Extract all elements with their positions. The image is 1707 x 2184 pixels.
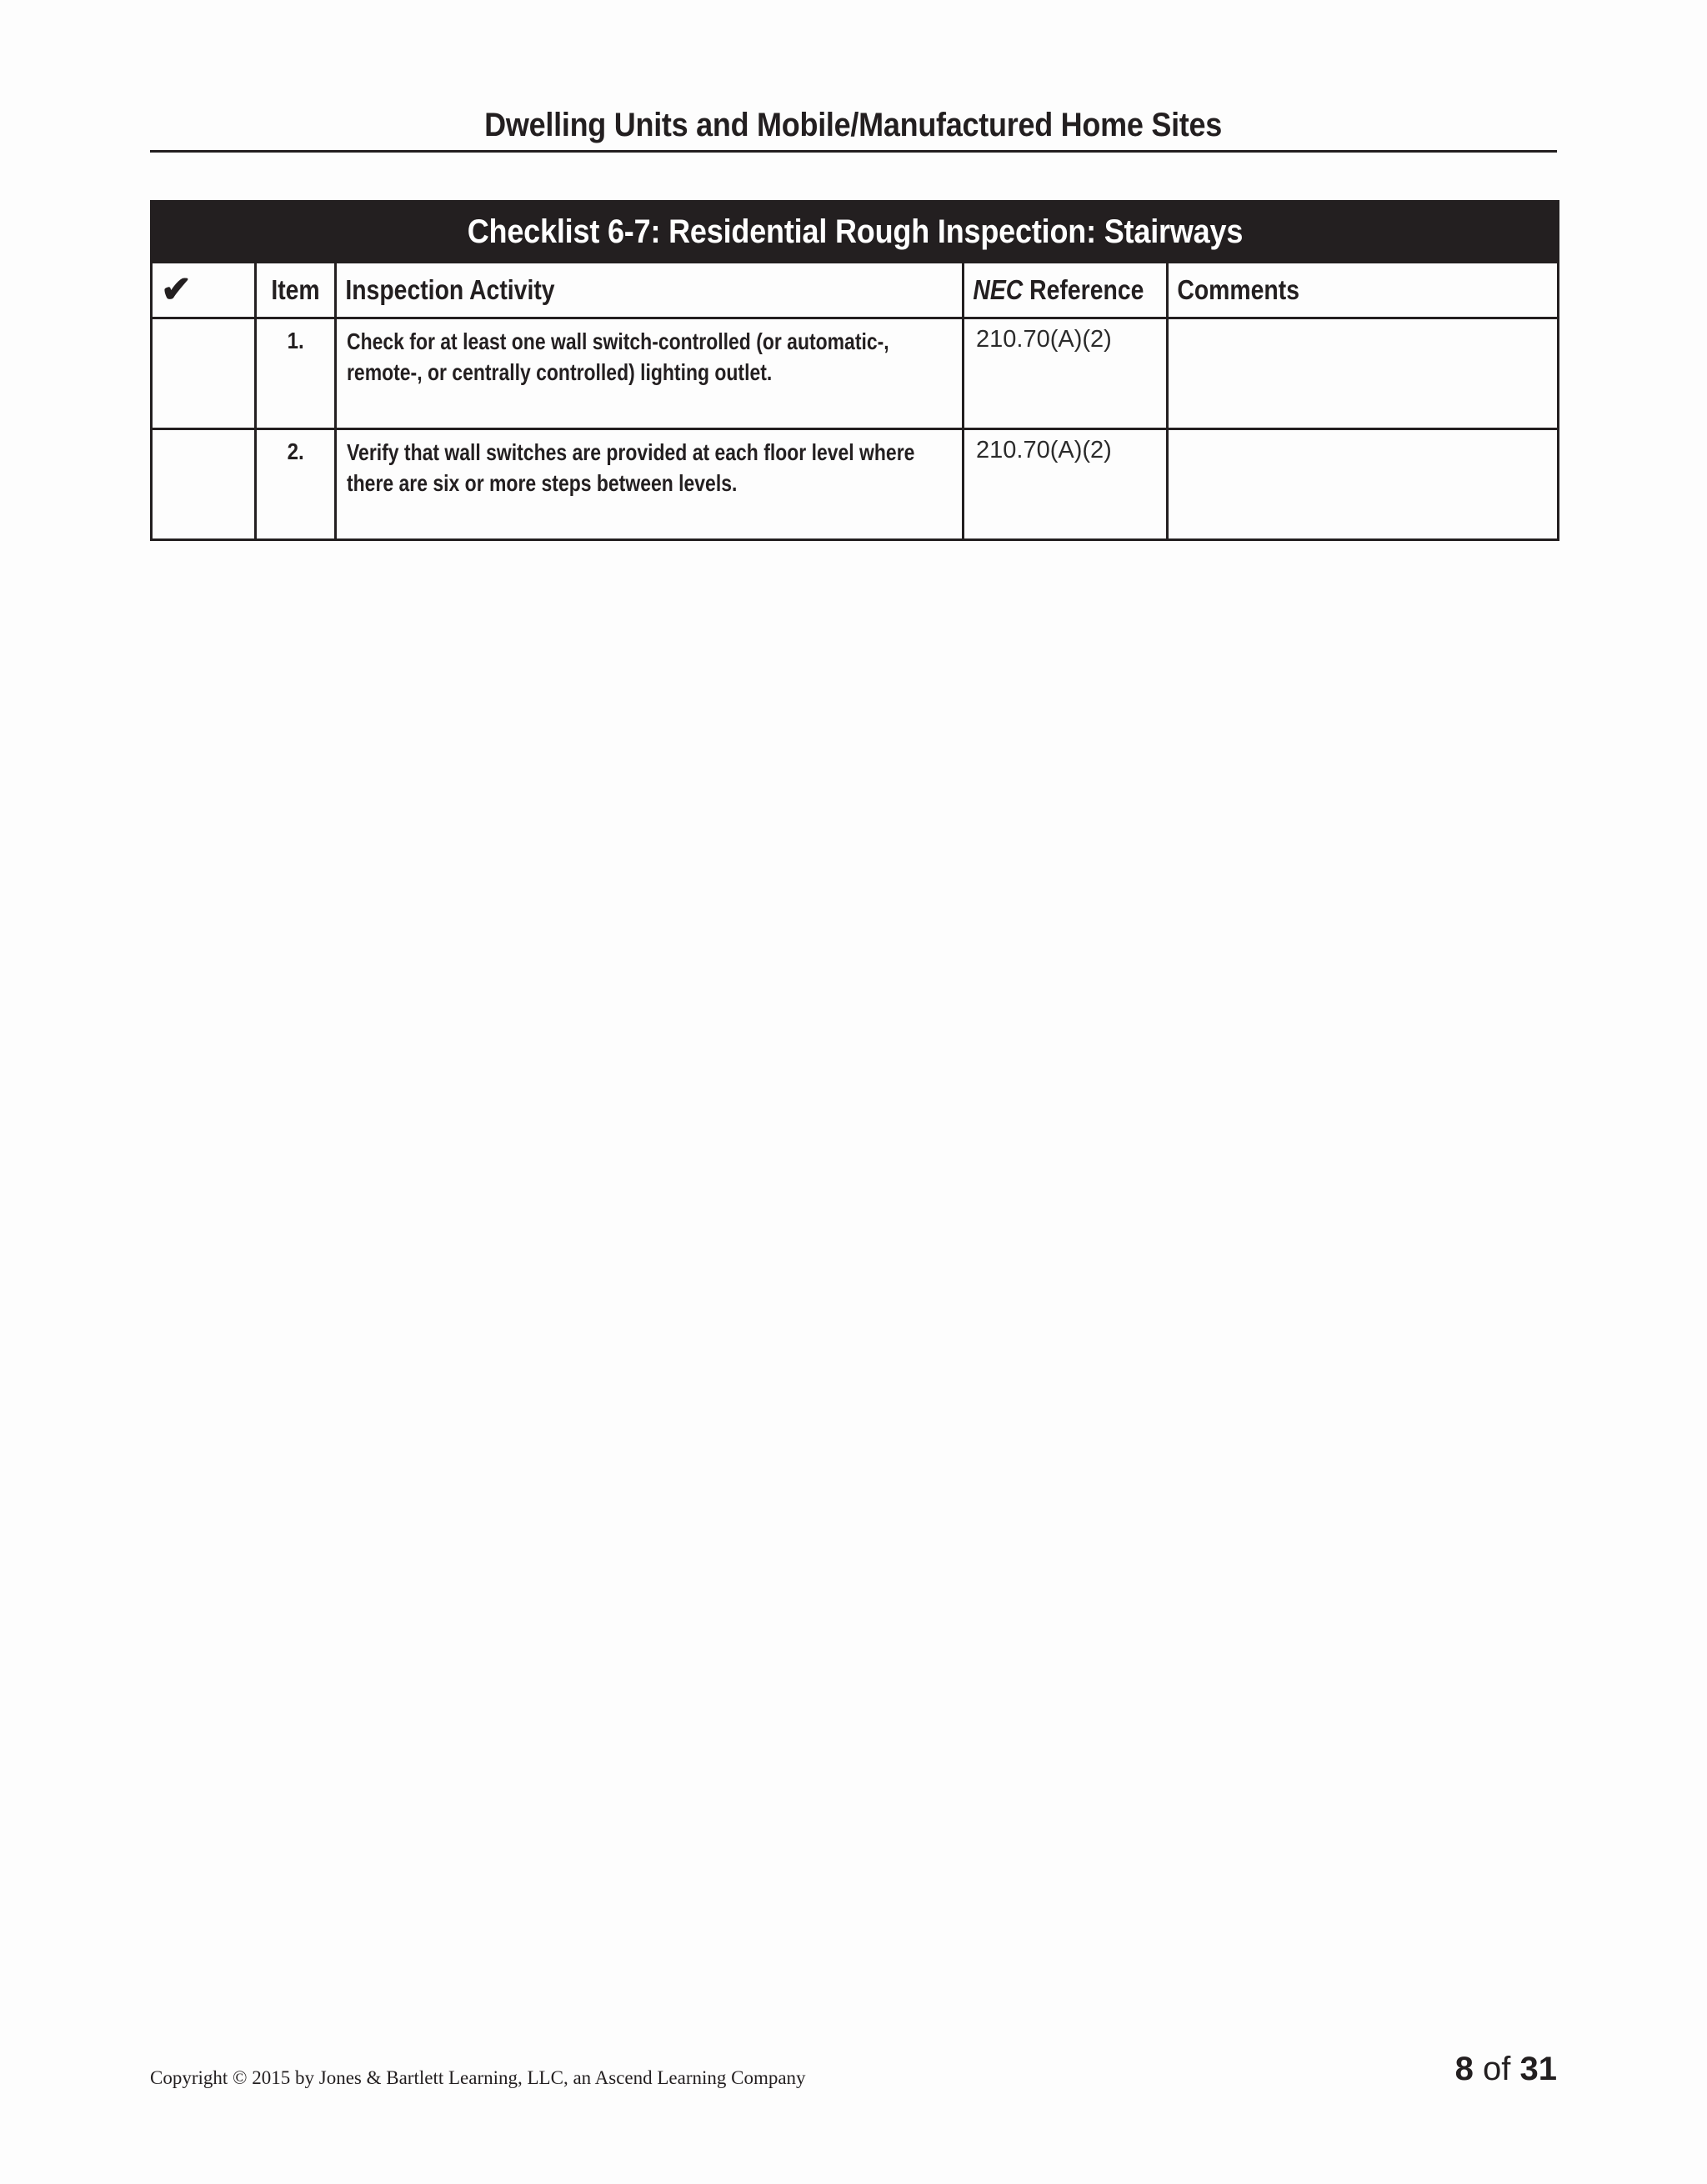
nec-reference: 210.70(A)(2) [964, 318, 1168, 429]
item-number: 2. [256, 429, 336, 540]
page-number [1455, 2051, 1557, 2088]
inspection-activity: Check for at least one wall switch-controlled (or automatic-, remote-, or centrally controlled) lighting outlet. [336, 318, 964, 429]
column-header-nec-reference [964, 263, 1168, 318]
checklist-title-row [152, 202, 1559, 263]
checkmark-icon: ✔ [161, 269, 192, 310]
comments-cell[interactable] [1168, 318, 1559, 429]
checklist-table [150, 200, 1559, 541]
check-cell[interactable] [152, 429, 256, 540]
column-header-row [152, 263, 1559, 318]
page-of-label: of [1483, 2051, 1511, 2087]
column-header-item: Item [256, 263, 336, 318]
copyright-notice: Copyright © 2015 by Jones & Bartlett Learning, LLC, an Ascend Learning Company [150, 2067, 806, 2088]
nec-label: NEC [973, 274, 1024, 305]
nec-reference: 210.70(A)(2) [964, 429, 1168, 540]
reference-label: Reference [1023, 274, 1144, 305]
item-number: 1. [256, 318, 336, 429]
checklist-title: Checklist 6-7: Residential Rough Inspection: Stairways [152, 202, 1559, 263]
column-header-comments: Comments [1168, 263, 1559, 318]
column-header-check [152, 263, 256, 318]
page-total: 31 [1519, 2051, 1557, 2087]
table-row [152, 429, 1559, 540]
inspection-activity: Verify that wall switches are provided at each floor level where there are six or more steps between levels. [336, 429, 964, 540]
table-row [152, 318, 1559, 429]
comments-cell[interactable] [1168, 429, 1559, 540]
column-header-activity: Inspection Activity [336, 263, 964, 318]
page-header-title: Dwelling Units and Mobile/Manufactured Home Sites [484, 107, 1223, 143]
page-header [150, 100, 1557, 153]
check-cell[interactable] [152, 318, 256, 429]
page-current: 8 [1454, 2051, 1474, 2087]
